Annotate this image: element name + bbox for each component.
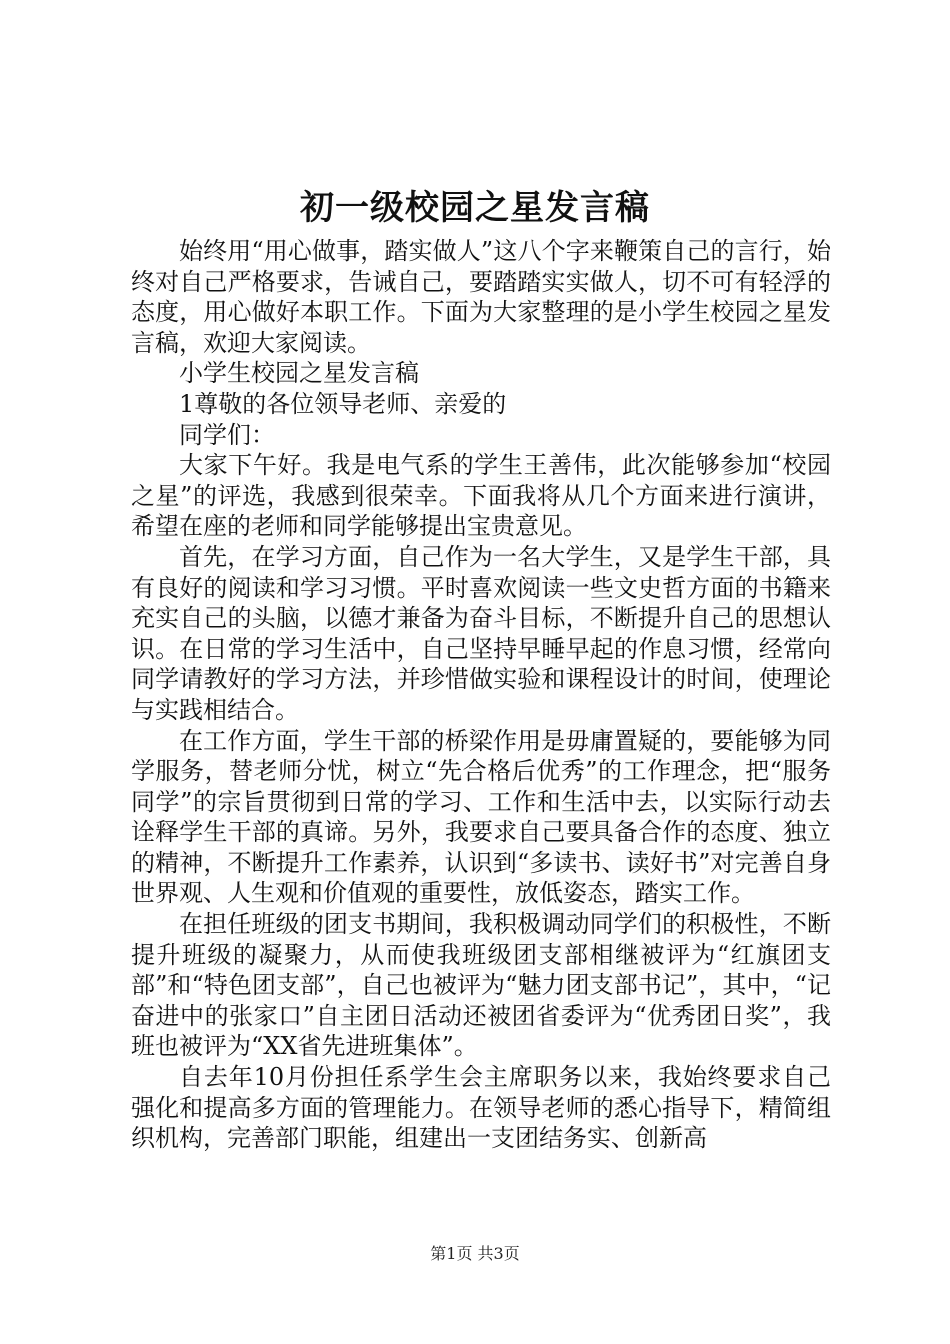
paragraph-work: 在工作方面，学生干部的桥梁作用是毋庸置疑的，要能够为同学服务，替老师分忧，树立“先合格后优秀”的工作理念，把“服务同学”的宗旨贯彻到日常的学习、工作和生活中去，以实际行动去诠释学生干部的真谛。另外，我要求自己要具备合作的态度、独立的精神，不断提升工作素养，认识到“多读书、读好书”对完善自身世界观、人生观和价值观的重要性，放低姿态，踏实工作。 xyxy=(131,726,831,908)
paragraph-study: 首先，在学习方面，自己作为一名大学生，又是学生干部，具有良好的阅读和学习习惯。平时喜欢阅读一些文史哲方面的书籍来充实自己的头脑，以德才兼备为奋斗目标，不断提升自己的思想认识。在日常的学习生活中，自己坚持早睡早起的作息习惯，经常向同学请教好的学习方法，并珍惜做实验和课程设计的时间，使理论与实践相结合。 xyxy=(131,542,831,724)
page-footer: 第1页 共3页 xyxy=(430,1244,520,1263)
paragraph-salutation-continued: 同学们： xyxy=(179,420,275,449)
paragraph-greeting: 大家下午好。我是电气系的学生王善伟，此次能够参加“校园之星”的评选，我感到很荣幸。下面我将从几个方面来进行演讲，希望在座的老师和同学能够提出宝贵意见。 xyxy=(131,451,831,541)
document-body xyxy=(131,236,831,1154)
paragraph-student-union: 自去年10月份担任系学生会主席职务以来，我始终要求自己强化和提高多方面的管理能力。在领导老师的悉心指导下，精简组织机构，完善部门职能，组建出一支团结务实、创新高 xyxy=(131,1063,831,1153)
document-title: 初一级校园之星发言稿 xyxy=(300,188,650,228)
paragraph-subtitle: 小学生校园之星发言稿 xyxy=(179,359,419,388)
paragraph-intro: 始终用“用心做事，踏实做人”这八个字来鞭策自己的言行，始终对自己严格要求，告诫自己，要踏踏实实做人，切不可有轻浮的态度，用心做好本职工作。下面为大家整理的是小学生校园之星发言稿，欢迎大家阅读。 xyxy=(131,237,831,357)
paragraph-salutation: 1尊敬的各位领导老师、亲爱的 xyxy=(179,389,507,418)
paragraph-league-branch: 在担任班级的团支书期间，我积极调动同学们的积极性，不断提升班级的凝聚力，从而使我班级团支部相继被评为“红旗团支部”和“特色团支部”，自己也被评为“魅力团支部书记”，其中，“记奋进中的张家口”自主团日活动还被团省委评为“优秀团日奖”，我班也被评为“XX省先进班集体”。 xyxy=(131,910,831,1061)
